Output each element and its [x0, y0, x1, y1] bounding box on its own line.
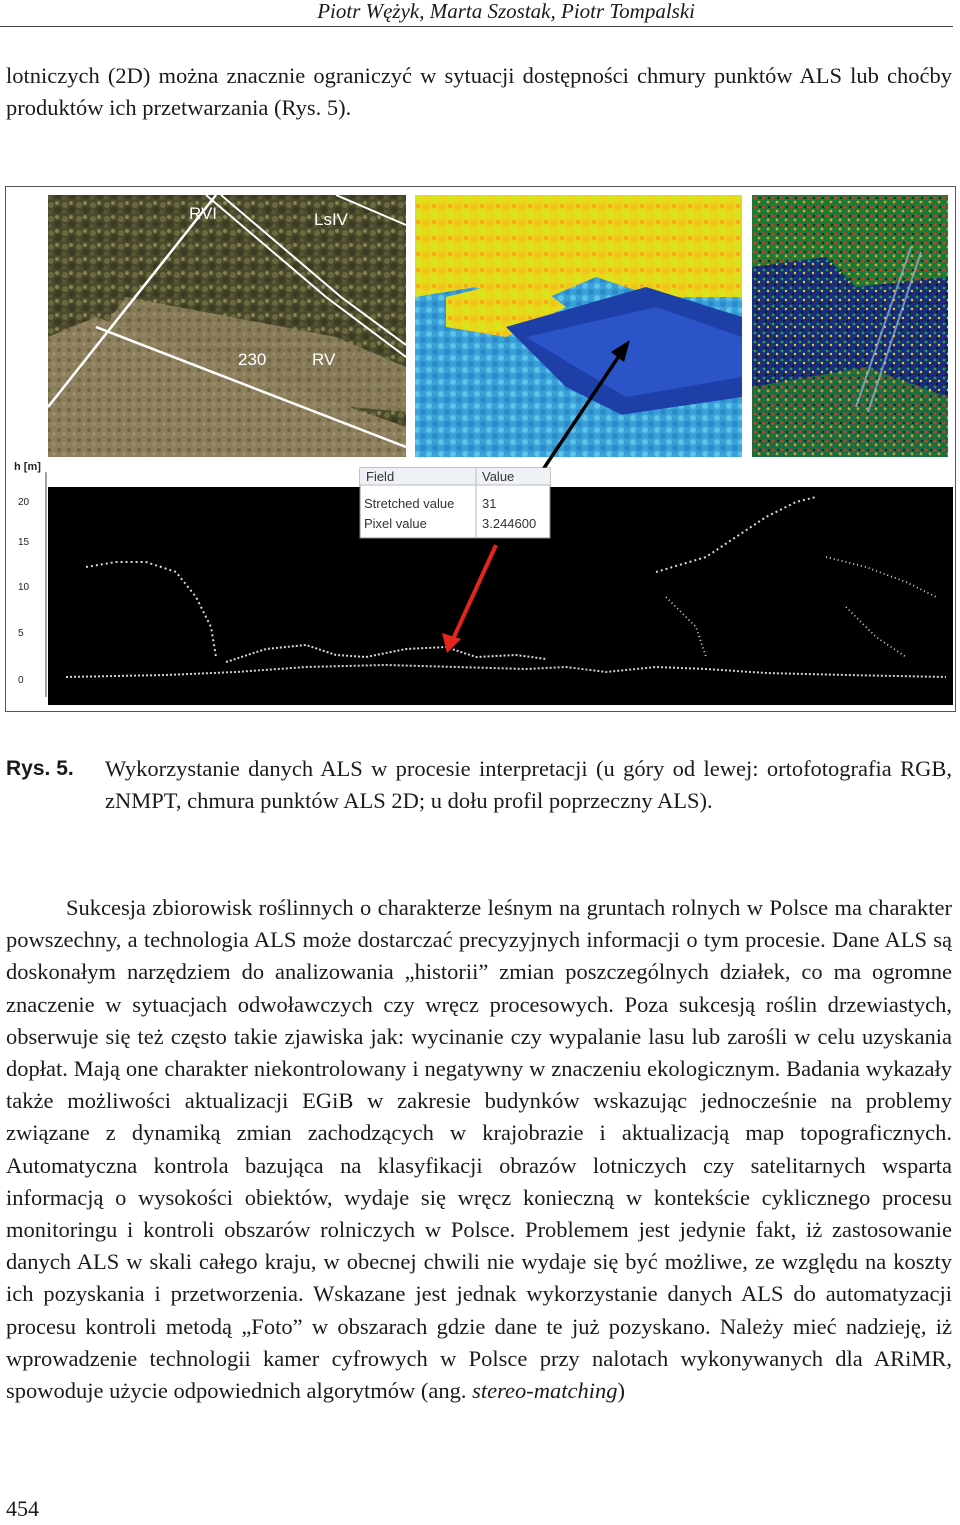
tick-5: 5: [18, 628, 24, 639]
figure-5: [5, 186, 956, 712]
figure-caption: [6, 752, 952, 817]
figure-graphic: [6, 187, 955, 711]
tick-20: 20: [18, 497, 30, 508]
body-text: Sukcesja zbiorowisk roślinnych o charakterze leśnym na gruntach rolnych w Polsce ma charakter powszechny, a technologia ALS może dostarczać precyzyjnych informacji o tym procesie. Dane ALS są doskonałym narzędziem do analizowania „historii” zmian poszczególnych działek, co ma ogromne znaczenie w sytuacjach odwoławczych czy wręcz procesowych. Poza sukcesją roślin drzewiastych, obserwuje się też często takie zjawiska jak: wycinanie czy wypalanie lasu lub zarośli w celu uzyskania dopłat. Mają one charakter niekontrolowany i negatywny w znaczeniu ekologicznym. Badania wykazały także możliwości aktualizacji EGiB w zakresie budynków wskazując jednocześnie na problemy związane z dynamiką zmian zachodzących w krajobrazie i aktualizacją map topograficznych. Automatyczna kontrola bazująca na klasyfikacji obrazów lotniczych czy satelitarnych wsparta informacją o wysokości obiektów, wydaje się wręcz konieczną w kontekście cyklicznego procesu monitoringu i kontroli obszarów rolniczych w Polsce. Problemem jest jedynie fakt, iż zastosowanie danych ALS w skali całego kraju, w obecnej chwili nie wydaje się być możliwe, ze względu na koszty ich pozyskania i przetworzenia. Wskazane jest jednak wykorzystanie danych ALS do automatyzacji procesu kontroli metodą „Foto” w obszarach gdzie dane te już pozyskano. Należy mieć nadzieję, iż wprowadzenie technologii kamer cyfrowych w Polsce przy nalotach wykonywanych dla ARiMR, spowoduje użycie odpowiednich algorytmów (ang.: [6, 895, 952, 1404]
body-tail: ): [617, 1378, 626, 1404]
label-plot-number: 230: [238, 350, 267, 369]
body-paragraph: [6, 892, 952, 1407]
intro-paragraph: lotniczych (2D) można znacznie ograniczyć w sytuacji dostępności chmury punktów ALS lub choćby produktów ich przetwarzania (Rys. 5).: [6, 63, 952, 120]
point-cloud-panel: [752, 195, 948, 457]
table-header-value: Value: [482, 469, 515, 484]
row-stretched-field: Stretched value: [364, 496, 455, 511]
orthophoto-panel: [48, 195, 406, 457]
body-italic-term: stereo-matching: [472, 1378, 618, 1404]
row-pixel-field: Pixel value: [364, 516, 427, 531]
table-header-field: Field: [366, 469, 395, 484]
caption-text: Wykorzystanie danych ALS w procesie interpretacji (u góry od lewej: ortofotografia RGB, zNMPT, chmura punktów ALS 2D; u dołu profil poprzeczny ALS).: [105, 756, 952, 813]
row-pixel-value: 3.244600: [482, 516, 537, 531]
tick-0: 0: [18, 675, 24, 686]
label-rvi: RVI: [189, 204, 218, 223]
caption-label: Rys. 5.: [6, 757, 74, 780]
header-authors: Piotr Wężyk, Marta Szostak, Piotr Tompalski: [317, 0, 695, 23]
tick-10: 10: [18, 582, 30, 593]
pixel-info-table: [360, 468, 550, 538]
profile-axis-label: h [m]: [14, 461, 41, 473]
label-lsiv: LsIV: [314, 210, 349, 229]
tick-15: 15: [18, 537, 30, 548]
page-number: 454: [6, 1496, 39, 1521]
label-rv: RV: [312, 350, 336, 369]
row-stretched-value: 31: [482, 496, 497, 511]
running-header: [0, 0, 953, 27]
